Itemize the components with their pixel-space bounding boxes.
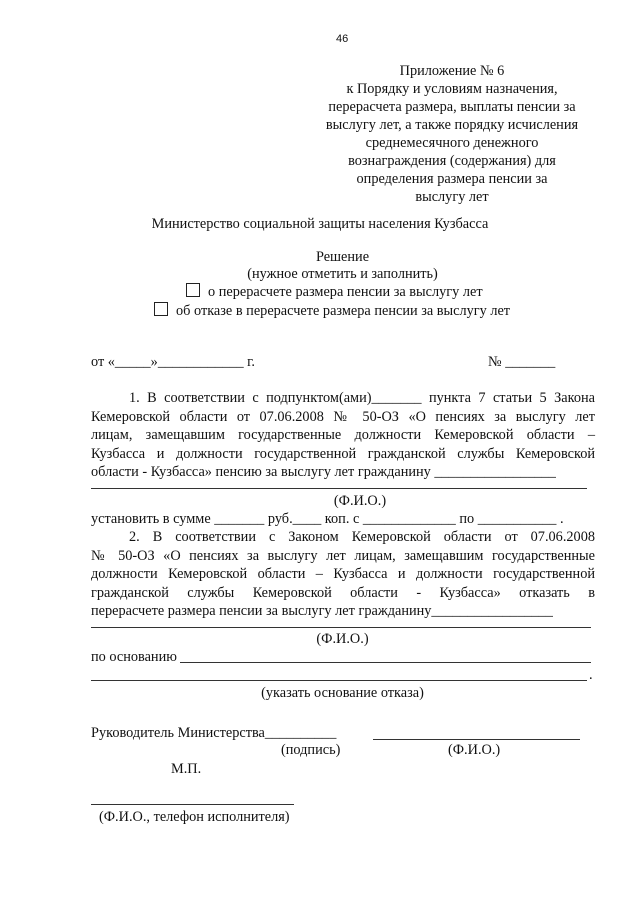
item-1-line: лицам, замещавшим государственные должности Кемеровской области – [91, 427, 595, 443]
basis-period: . [589, 667, 593, 683]
item-2-text [91, 528, 595, 621]
ministry-name: Министерство социальной защиты населения Кузбасса [151, 216, 489, 232]
amount-line: установить в сумме _______ руб.____ коп. с _____________ по ___________ . [91, 511, 564, 527]
basis-underline-2 [91, 680, 587, 681]
fio-underline-2 [91, 627, 591, 628]
item-1-line: 1. В соответствии с подпунктом(ами)_______ пункта 7 статьи 5 Закона [129, 390, 595, 406]
appendix-line: к Порядку и условиям назначения, [346, 81, 558, 97]
number-field: № _______ [488, 354, 556, 370]
executor-underline [91, 804, 294, 805]
head-label: Руководитель Министерства__________ [91, 725, 337, 741]
head-fio-underline [373, 739, 580, 740]
item-2-line: 2. В соответствии с Законом Кемеровской области от 07.06.2008 [129, 529, 595, 545]
sign-caption: (подпись) [281, 742, 341, 758]
appendix-line: вознаграждения (содержания) для [348, 153, 556, 169]
decision-subtitle: (нужное отметить и заполнить) [247, 266, 438, 282]
stamp-label: М.П. [171, 761, 202, 777]
option-refuse[interactable] [154, 302, 510, 320]
item-2-line: должности Кемеровской области – Кузбасса и должности государственной [91, 566, 595, 582]
item-1-line: области - Кузбасса» пенсию за выслугу лет гражданину _________________ [91, 464, 556, 480]
decision-title: Решение [315, 249, 370, 265]
option-recalculate[interactable] [186, 283, 483, 301]
item-2-line: гражданской службы Кемеровской области - Кузбасса» отказать в [91, 584, 595, 601]
item-1-line: Кузбасса и должности государственной гражданской службы Кемеровской [91, 445, 595, 462]
executor-caption: (Ф.И.О., телефон исполнителя) [99, 809, 290, 825]
item-2-line: № 50-ОЗ «О пенсиях за выслугу лет лицам, замещавшим государственные [91, 547, 595, 564]
basis-underline [180, 662, 591, 663]
basis-caption: (указать основание отказа) [261, 685, 424, 701]
page-number: 46 [336, 33, 349, 45]
checkbox-recalculate[interactable] [186, 283, 200, 297]
appendix-line: Приложение № 6 [399, 63, 505, 79]
option-recalculate-label: о перерасчете размера пенсии за выслугу лет [208, 284, 483, 300]
head-fio-caption: (Ф.И.О.) [448, 742, 501, 758]
item-1-text [91, 389, 595, 482]
fio-caption-2: (Ф.И.О.) [316, 631, 369, 647]
appendix-line: определения размера пенсии за [356, 171, 548, 187]
item-2-line: перерасчете размера пенсии за выслугу лет гражданину_________________ [91, 603, 553, 619]
appendix-line: среднемесячного денежного [365, 135, 539, 151]
appendix-line: выслугу лет, а также порядку исчисления [325, 117, 579, 133]
checkbox-refuse[interactable] [154, 302, 168, 316]
appendix-line: выслугу лет [415, 189, 489, 205]
fio-underline [91, 488, 587, 489]
date-field: от «_____»____________ г. [91, 354, 256, 370]
appendix-line: перерасчета размера, выплаты пенсии за [328, 99, 576, 115]
item-1-line: Кемеровской области от 07.06.2008 № 50-ОЗ «О пенсиях за выслугу лет [91, 408, 595, 425]
basis-label: по основанию [91, 649, 177, 665]
option-refuse-label: об отказе в перерасчете размера пенсии за выслугу лет [176, 303, 511, 319]
fio-caption: (Ф.И.О.) [333, 493, 387, 509]
appendix-block [318, 62, 586, 206]
